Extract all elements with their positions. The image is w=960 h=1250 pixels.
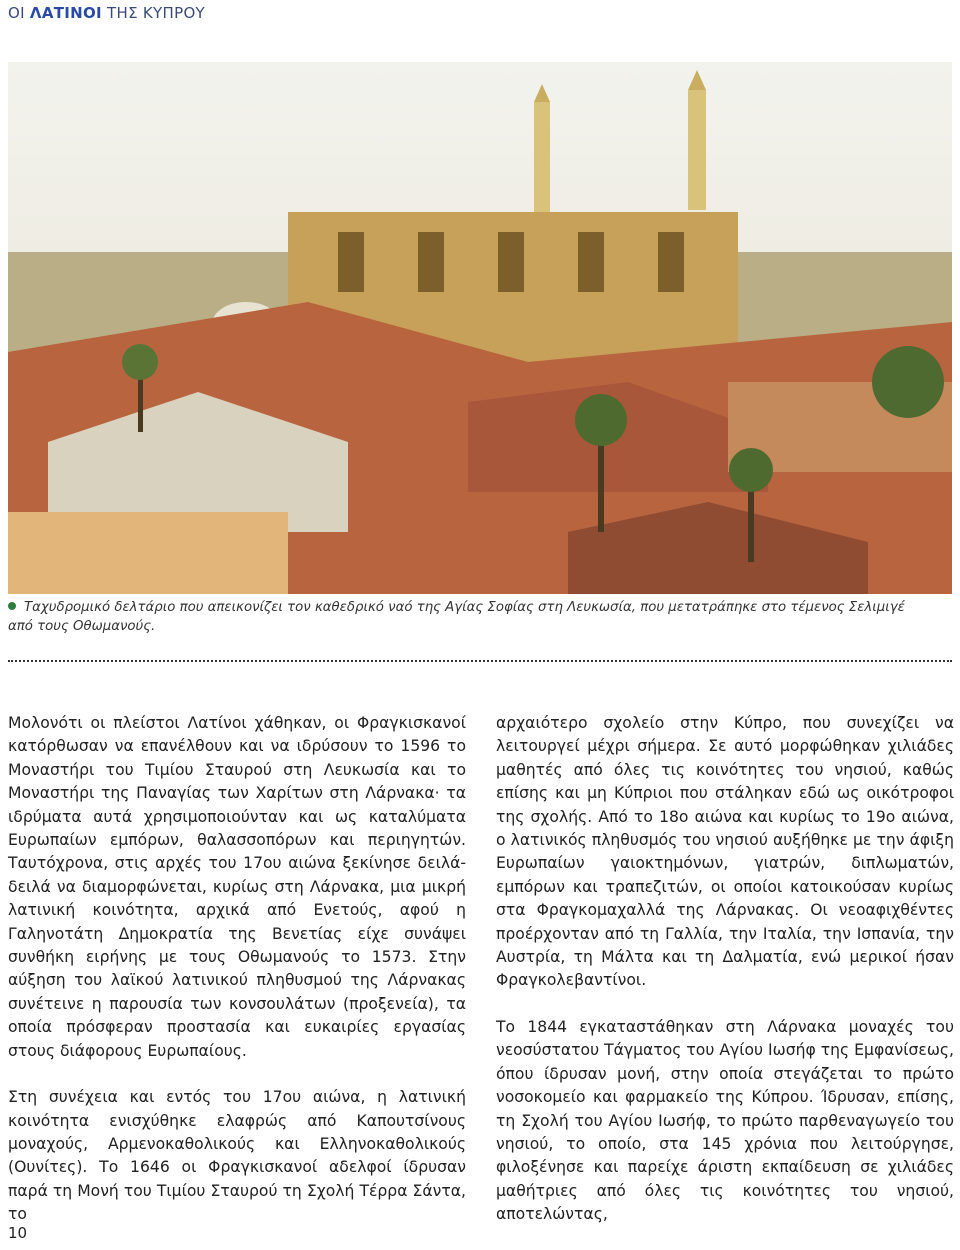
minaret-left bbox=[534, 102, 550, 212]
palm-crown bbox=[575, 394, 627, 446]
right-column bbox=[496, 712, 954, 1250]
left-column bbox=[8, 712, 466, 1250]
cathedral-illustration bbox=[8, 62, 952, 594]
tree bbox=[872, 346, 944, 418]
running-head-prefix: ΟΙ bbox=[8, 4, 25, 22]
cathedral-window bbox=[418, 232, 444, 292]
body-paragraph: Μολονότι οι πλείστοι Λατίνοι χάθηκαν, οι Φραγκισκανοί κατόρθωσαν να επανέλθουν και να ιδρύσουν το 1596 το Μοναστήρι του Τιμίου Σταυρού στη Λευκωσία και το Μοναστήρι της Παναγίας των Χαρίτων στη Λάρνακα· τα ιδρύματα αυτά χρησιμοποιούνταν και ως καταλύματα Ευρωπαίων εμπόρων, θαλασσοπόρων και περιηγητών. Ταυτόχρονα, στις αρχές του 17ου αιώνα ξεκίνησε δειλά-δειλά να διαμορφώνεται, κυρίως στη Λάρνακα, μια μικρή λατινική κοινότητα, αρχικά από Ενετούς, αφού η Γαληνοτάτη Δημοκρατία της Βενετίας είχε συνάψει συνθήκη ειρήνης με τους Οθωμανούς το 1573. Στην αύξηση του λαϊκού λατινικού πληθυσμού της Λάρνακας συνέτεινε η παρουσία των κονσουλάτων (προξενεία), τα οποία πρόσφεραν προστασία και ευκαιρίες εργασίας στους διάφορους Ευρωπαίους. bbox=[8, 714, 466, 1060]
cathedral-window bbox=[578, 232, 604, 292]
caption-bullet-icon bbox=[8, 602, 16, 610]
body-paragraph: Το 1844 εγκαταστάθηκαν στη Λάρνακα μοναχές του νεοσύστατου Τάγματος του Αγίου Ιωσήφ της Εμφανίσεως, όπου ίδρυσαν μονή, στην οποία στεγάζεται το πρώτο νοσοκομείο και φαρμακείο της Κύπρου. Ίδρυσαν, επίσης, τη Σχολή του Αγίου Ιωσήφ, το πρώτο παρθεναγωγείο του νησιού, το οποίο, στα 145 χρόνια που λειτούργησε, φιλοξένησε και παρείχε άριστη εκπαίδευση σε χιλιάδες μαθήτριες από όλες τις κοινότητες του νησιού, αποτελώντας, bbox=[496, 1017, 954, 1224]
running-head-accent: ΛΑΤΙΝΟΙ bbox=[29, 4, 102, 22]
minaret-right bbox=[688, 90, 706, 210]
cathedral-window bbox=[338, 232, 364, 292]
body-paragraph: αρχαιότερο σχολείο στην Κύπρο, που συνεχίζει να λειτουργεί μέχρι σήμερα. Σε αυτό μορφώθηκαν χιλιάδες μαθητές από όλες τις κοινότητες του νησιού, καθώς επίσης και μη Κύπριοι που στάληκαν εδώ ως οικότροφοι της σχολής. Από το 18ο αιώνα και κυρίως το 19ο αιώνα, ο λατινικός πληθυσμός του νησιού αυξήθηκε με την άφιξη Ευρωπαίων γαιοκτημόνων, γιατρών, διπλωματών, εμπόρων και τραπεζιτών, οι οποίοι κατοικούσαν κυρίως στα Φραγκομαχαλλά της Λάρνακας. Οι νεοαφιχθέντες προέρχονταν από τη Γαλλία, την Ιταλία, την Ισπανία, την Αυστρία, τη Μάλτα και τη Δαλματία, ενώ μερικοί ήσαν Φραγκολεβαντίνοι. bbox=[496, 714, 954, 990]
palm-crown bbox=[729, 448, 773, 492]
running-head bbox=[8, 4, 205, 22]
figure-caption bbox=[8, 598, 908, 636]
foreground-wall bbox=[8, 512, 288, 594]
palm-crown bbox=[122, 344, 158, 380]
page-number: 10 bbox=[8, 1224, 28, 1242]
caption-text: Ταχυδρομικό δελτάριο που απεικονίζει τον καθεδρικό ναό της Αγίας Σοφίας στη Λευκωσία, που μετατράπηκε στο τέμενος Σελιμιγέ από τους Οθωμανούς. bbox=[8, 600, 905, 634]
cathedral-window bbox=[658, 232, 684, 292]
running-head-suffix: ΤΗΣ ΚΥΠΡΟΥ bbox=[107, 4, 206, 22]
cathedral-photo bbox=[8, 62, 952, 594]
dotted-divider bbox=[8, 660, 952, 662]
cathedral-window bbox=[498, 232, 524, 292]
body-paragraph: Στη συνέχεια και εντός του 17ου αιώνα, η λατινική κοινότητα ενισχύθηκε ελαφρώς από Καπουτσίνους μοναχούς, Αρμενοκαθολικούς και Ελληνοκαθολικούς (Ουνίτες). Το 1646 οι Φραγκισκανοί αδελφοί ίδρυσαν παρά τη Μονή του Τιμίου Σταυρού τη Σχολή Τέρρα Σάντα, το bbox=[8, 1088, 466, 1224]
